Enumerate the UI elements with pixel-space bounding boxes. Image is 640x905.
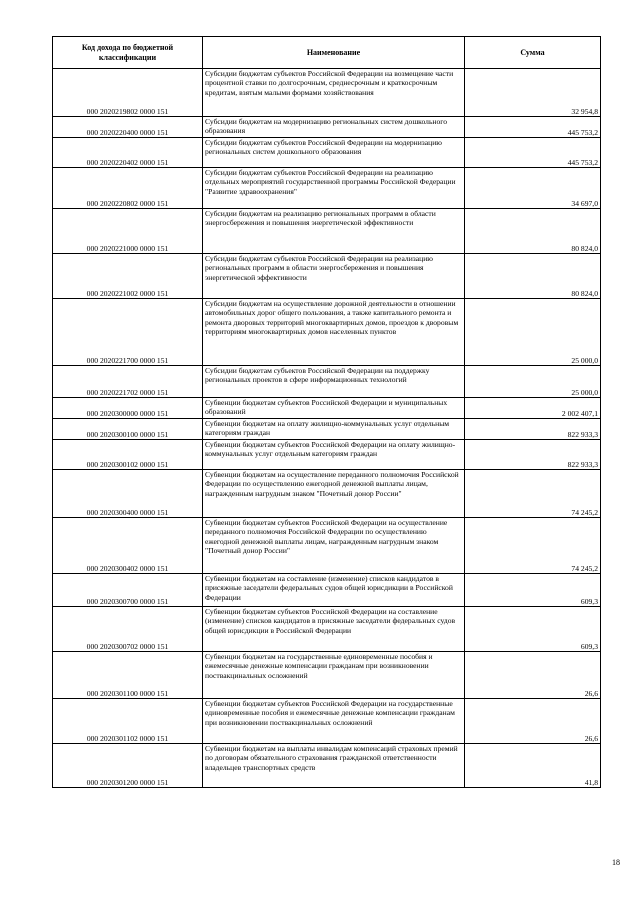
row-sum: 25 000,0 <box>465 299 601 366</box>
row-name: Субвенции бюджетам субъектов Российской Федерации на оплату жилищно-коммунальных услуг отдельным категориям граждан <box>203 440 465 470</box>
budget-revenue-table <box>52 36 601 788</box>
row-code: 000 2020220402 0000 151 <box>53 138 203 168</box>
table-row <box>53 470 601 518</box>
table-row <box>53 299 601 366</box>
row-code: 000 2020300700 0000 151 <box>53 574 203 607</box>
row-name: Субвенции бюджетам субъектов Российской Федерации и муниципальных образований <box>203 398 465 419</box>
page-number: 18 <box>612 858 620 867</box>
row-sum: 2 002 407,1 <box>465 398 601 419</box>
table-row <box>53 209 601 254</box>
row-sum: 609,3 <box>465 574 601 607</box>
row-code: 000 2020301100 0000 151 <box>53 652 203 699</box>
row-code: 000 2020221000 0000 151 <box>53 209 203 254</box>
row-code: 000 2020300402 0000 151 <box>53 518 203 574</box>
table-row <box>53 518 601 574</box>
table-row <box>53 138 601 168</box>
header-code: Код дохода по бюджетной классификации <box>53 37 203 69</box>
row-sum: 445 753,2 <box>465 138 601 168</box>
row-name: Субвенции бюджетам субъектов Российской Федерации на государственные единовременные пособия и ежемесячные денежные компенсации гражданам при возникновении поствакцинальных осложнений <box>203 699 465 744</box>
table-row <box>53 607 601 652</box>
row-code: 000 2020220802 0000 151 <box>53 168 203 209</box>
header-sum: Сумма <box>465 37 601 69</box>
row-sum: 26,6 <box>465 652 601 699</box>
row-name: Субсидии бюджетам субъектов Российской Федерации на модернизацию региональных систем дошкольного образования <box>203 138 465 168</box>
table-row <box>53 117 601 138</box>
row-sum: 80 824,0 <box>465 254 601 299</box>
table-row <box>53 440 601 470</box>
row-code: 000 2020300000 0000 151 <box>53 398 203 419</box>
row-sum: 34 697,0 <box>465 168 601 209</box>
row-name: Субвенции бюджетам на составление (изменение) списков кандидатов в присяжные заседатели федеральных судов общей юрисдикции в Российской Федерации <box>203 574 465 607</box>
row-sum: 26,6 <box>465 699 601 744</box>
row-name: Субсидии бюджетам субъектов Российской Федерации на реализацию отдельных мероприятий государственной программы Российской Федерации "Развитие здравоохранения" <box>203 168 465 209</box>
row-sum: 25 000,0 <box>465 366 601 398</box>
row-code: 000 2020300102 0000 151 <box>53 440 203 470</box>
header-name: Наименование <box>203 37 465 69</box>
row-code: 000 2020221002 0000 151 <box>53 254 203 299</box>
row-code: 000 2020301102 0000 151 <box>53 699 203 744</box>
row-name: Субвенции бюджетам на выплаты инвалидам компенсаций страховых премий по договорам обязательного страхования гражданской ответственности владельцев транспортных средств <box>203 744 465 788</box>
row-sum: 74 245,2 <box>465 518 601 574</box>
table-row <box>53 419 601 440</box>
row-sum: 41,8 <box>465 744 601 788</box>
row-code: 000 2020300400 0000 151 <box>53 470 203 518</box>
row-sum: 609,3 <box>465 607 601 652</box>
row-name: Субвенции бюджетам субъектов Российской Федерации на осуществление переданного полномочия Российской Федерации по осуществлению ежегодной денежной выплаты лицам, награжденным нагрудным знаком "Почетный донор России" <box>203 518 465 574</box>
table-header-row <box>53 37 601 69</box>
row-name: Субвенции бюджетам на осуществление переданного полномочия Российской Федерации по осуществлению ежегодной денежной выплаты лицам, награжденным нагрудным знаком "Почетный донор России" <box>203 470 465 518</box>
row-code: 000 2020219802 0000 151 <box>53 69 203 117</box>
row-sum: 822 933,3 <box>465 440 601 470</box>
row-code: 000 2020221700 0000 151 <box>53 299 203 366</box>
table-row <box>53 366 601 398</box>
row-code: 000 2020300100 0000 151 <box>53 419 203 440</box>
table-row <box>53 398 601 419</box>
row-code: 000 2020220400 0000 151 <box>53 117 203 138</box>
row-sum: 80 824,0 <box>465 209 601 254</box>
table-row <box>53 574 601 607</box>
table-row <box>53 254 601 299</box>
row-name: Субсидии бюджетам на модернизацию региональных систем дошкольного образования <box>203 117 465 138</box>
row-sum: 822 933,3 <box>465 419 601 440</box>
table-row <box>53 699 601 744</box>
table-row <box>53 168 601 209</box>
row-code: 000 2020221702 0000 151 <box>53 366 203 398</box>
row-code: 000 2020301200 0000 151 <box>53 744 203 788</box>
row-sum: 445 753,2 <box>465 117 601 138</box>
row-sum: 32 954,8 <box>465 69 601 117</box>
row-name: Субсидии бюджетам субъектов Российской Федерации на реализацию региональных программ в области энергосбережения и повышения энергетической эффективности <box>203 254 465 299</box>
table-row <box>53 69 601 117</box>
row-name: Субвенции бюджетам на государственные единовременные пособия и ежемесячные денежные компенсации гражданам при возникновении поствакцинальных осложнений <box>203 652 465 699</box>
row-name: Субсидии бюджетам на осуществление дорожной деятельности в отношении автомобильных дорог общего пользования, а также капитального ремонта и ремонта дворовых территорий многоквартирных домов, проездов к дворовым территориям многоквартирных домов населенных пунктов <box>203 299 465 366</box>
row-name: Субвенции бюджетам на оплату жилищно-коммунальных услуг отдельным категориям граждан <box>203 419 465 440</box>
row-name: Субсидии бюджетам на реализацию региональных программ в области энергосбережения и повышения энергетической эффективности <box>203 209 465 254</box>
table-row <box>53 652 601 699</box>
table-row <box>53 744 601 788</box>
row-sum: 74 245,2 <box>465 470 601 518</box>
row-code: 000 2020300702 0000 151 <box>53 607 203 652</box>
row-name: Субсидии бюджетам субъектов Российской Федерации на возмещение части процентной ставки по долгосрочным, среднесрочным и краткосрочным кредитам, взятым малыми формами хозяйствования <box>203 69 465 117</box>
row-name: Субвенции бюджетам субъектов Российской Федерации на составление (изменение) списков кандидатов в присяжные заседатели федеральных судов общей юрисдикции в Российской Федерации <box>203 607 465 652</box>
row-name: Субсидии бюджетам субъектов Российской Федерации на поддержку региональных проектов в сфере информационных технологий <box>203 366 465 398</box>
